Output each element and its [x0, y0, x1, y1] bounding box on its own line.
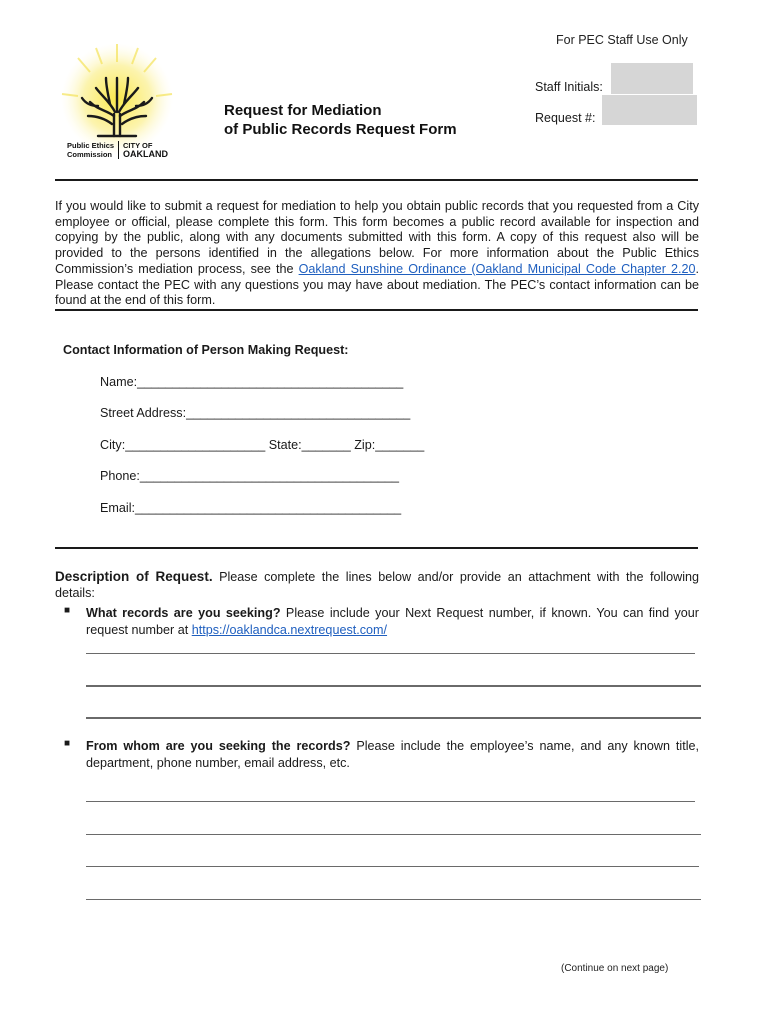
description-heading-bold: Description of Request.	[55, 569, 213, 584]
continue-note: (Continue on next page)	[561, 963, 669, 974]
request-number-label: Request #:	[535, 111, 596, 125]
request-number-field[interactable]	[602, 95, 697, 125]
staff-initials-field[interactable]	[611, 63, 693, 94]
intro-text-after: . Please contact the PEC with any questions you may have about mediation. The PEC’s contact information can be found at the end of this form.	[55, 261, 699, 308]
logo-line-commission: Commission	[67, 150, 113, 159]
question1-text: Please include your Next Request number, if known. You can find your request number at	[86, 606, 699, 637]
nextrequest-link[interactable]: https://oaklandca.nextrequest.com/	[191, 622, 388, 637]
logo-oakland: OAKLAND	[123, 149, 168, 159]
phone-field[interactable]: Phone:_____________________________________	[100, 469, 400, 483]
staff-initials-label: Staff Initials:	[535, 80, 603, 94]
description-heading	[55, 569, 699, 601]
name-field[interactable]: Name:______________________________________	[100, 375, 404, 389]
email-field[interactable]: Email:______________________________________	[100, 501, 402, 515]
question-records-sought	[86, 605, 699, 638]
city-state-zip-field[interactable]: City:____________________ State:_______ Zip:_______	[100, 438, 425, 452]
logo-line-public-ethics: Public Ethics	[67, 141, 115, 150]
question1-bold: What records are you seeking?	[86, 606, 281, 620]
answer-line[interactable]	[86, 717, 701, 719]
form-title-line1: Request for Mediation	[224, 102, 382, 119]
answer-line[interactable]	[86, 653, 695, 654]
pec-logo-text	[67, 141, 168, 159]
answer-line[interactable]	[86, 866, 699, 867]
intro-divider	[55, 309, 698, 311]
form-title-line2: of Public Records Request Form	[224, 121, 457, 138]
answer-line[interactable]	[86, 834, 701, 835]
contact-heading: Contact Information of Person Making Request:	[63, 343, 349, 357]
logo-city-of: CITY OF	[123, 141, 153, 150]
answer-line[interactable]	[86, 685, 701, 687]
description-heading-text: Please complete the lines below and/or provide an attachment with the following details:	[55, 570, 699, 600]
staff-use-header: For PEC Staff Use Only	[556, 33, 688, 47]
answer-line[interactable]	[86, 801, 695, 802]
street-address-field[interactable]: Street Address:________________________________	[100, 406, 411, 420]
bullet-icon: ■	[64, 738, 71, 749]
intro-paragraph	[55, 199, 699, 309]
answer-line[interactable]	[86, 899, 701, 900]
question2-bold: From whom are you seeking the records?	[86, 739, 351, 753]
header-divider	[55, 179, 698, 181]
bullet-icon: ■	[64, 605, 71, 616]
form-title	[224, 101, 457, 139]
intro-text-before: If you would like to submit a request for mediation to help you obtain public records that you requested from a City employee or official, please complete this form. This form becomes a public record available for inspection and copying by the public, along with any documents submitted with this form. A copy of this request also will be provided to the persons identified in the allegations below. For more information about the Public Ethics Commission’s mediation process, see the	[55, 199, 699, 276]
question2-text: Please include the employee’s name, and any known title, department, phone number, email address, etc.	[86, 739, 699, 770]
logo-city-block	[118, 141, 168, 159]
contact-divider	[55, 547, 698, 549]
question-records-source	[86, 738, 699, 771]
sunshine-ordinance-link[interactable]: Oakland Sunshine Ordinance (Oakland Municipal Code Chapter 2.20	[298, 261, 696, 276]
